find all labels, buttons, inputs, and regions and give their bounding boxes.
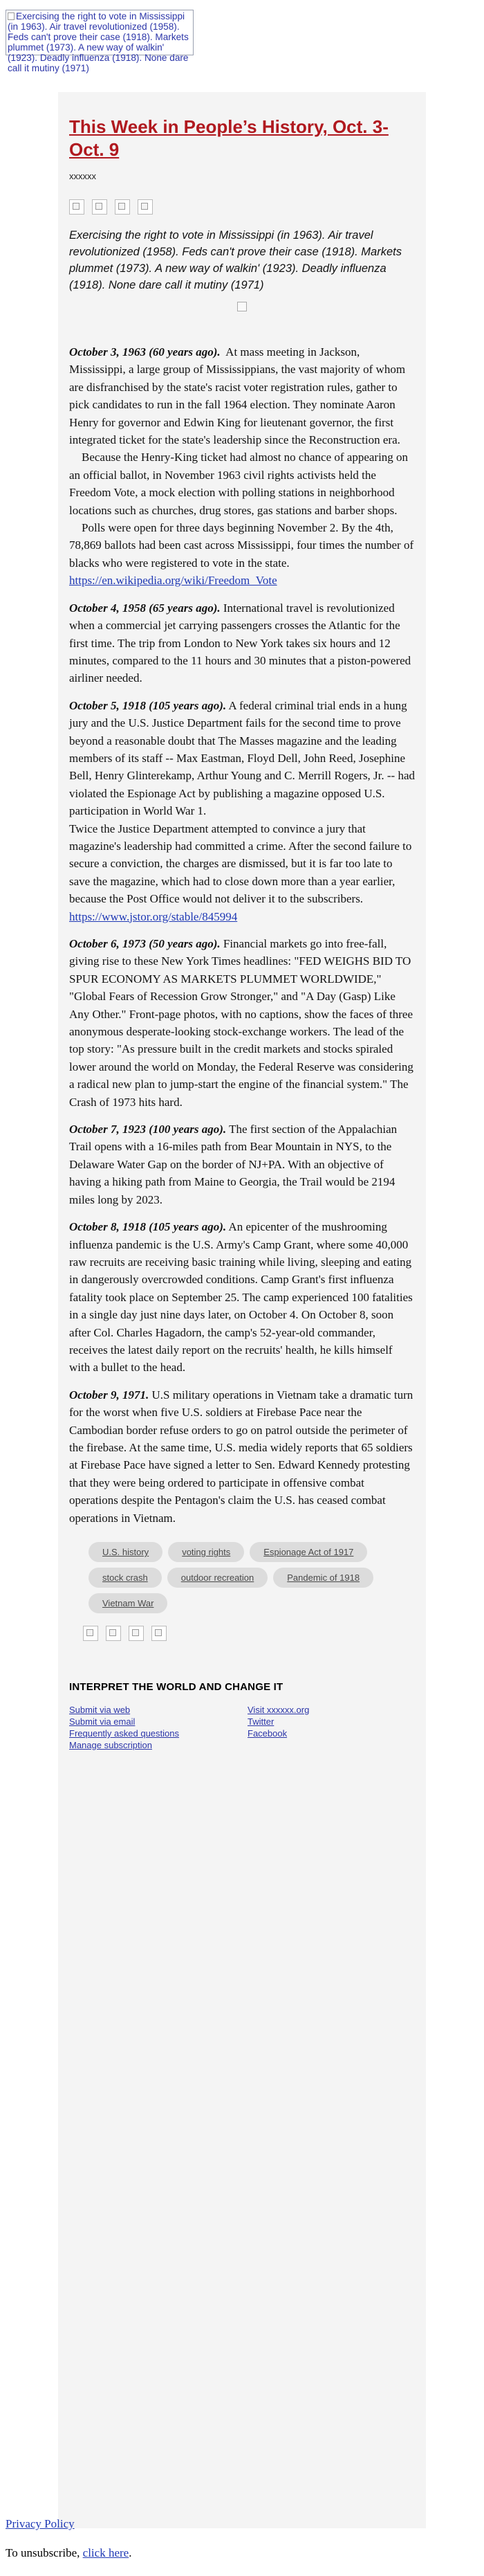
page-title[interactable]: This Week in People’s History, Oct. 3-Oct. 9 [69, 116, 389, 160]
faq-link[interactable]: Frequently asked questions [69, 1728, 179, 1739]
footer-heading: INTERPRET THE WORLD AND CHANGE IT [69, 1681, 283, 1693]
broken-image-icon [8, 12, 15, 20]
bottom-links [6, 2516, 131, 2561]
twitter-icon[interactable] [106, 1626, 121, 1641]
tag-outdoor-recreation[interactable]: outdoor recreation [167, 1568, 268, 1588]
unsubscribe-text: To unsubscribe, [6, 2546, 83, 2559]
share-bar-bottom [58, 1619, 426, 1647]
entry-text: International travel is revolutionized when a commercial jet carrying passengers crosses the Atlantic for the first time. The trip from London to New York takes six hours and 12 minutes, compared to the 11 hours and 30 minutes that a piston-powered airliner needed. [69, 601, 411, 685]
entry-1963 [69, 343, 415, 448]
entry-date: October 6, 1973 (50 years ago). [69, 937, 221, 950]
entry-text: At mass meeting in Jackson, Mississippi, a large group of Mississippians, the vast majority of whom are disfranchised by the state's racist voter registration rules, gather to pick candidates to run in the fall 1964 election. They nominate Aaron Henry for governor and Edwin King for lieutenant governor, the first integrated ticket for the state's leadership since the Reconstruction era. [69, 345, 406, 447]
entry-text: U.S military operations in Vietnam take a dramatic turn for the worst when five U.S. soldiers at Firebase Pace near the Cambodian border refuse orders to go on patrol outside the perimeter of the firebase. At the same time, U.S. media widely reports that 65 soldiers at Firebase Pace have signed a letter to Sen. Edward Kennedy protesting that they were being ordered to participate in offensive combat operations despite the Pentagon's claim the U.S. has ceased combat operations in Vietnam. [69, 1388, 413, 1525]
entry-1973 [69, 935, 415, 1111]
footer-left-links [69, 1704, 248, 1751]
twitter-icon[interactable] [92, 199, 107, 215]
print-icon[interactable] [138, 199, 153, 215]
entry-text: Polls were open for three days beginning November 2. By the 4th, 78,869 ballots had been cast across Mississippi, four times the number of blacks who were registered to vote in the state. [69, 521, 414, 570]
author: xxxxxx [69, 171, 96, 181]
entry-1963-p2: Because the Henry-King ticket had almost no chance of appearing on an official ballot, in November 1963 civil rights activists held the Freedom Vote, a mock election with polling stations in neighborhood locations such as churches, drug stores, gas stations and barber shops. [69, 451, 409, 517]
freedom-vote-link[interactable]: https://en.wikipedia.org/wiki/Freedom_Vote [69, 574, 277, 588]
privacy-policy-link[interactable]: Privacy Policy [6, 2517, 75, 2530]
email-footer [58, 1647, 426, 1772]
entry-date: October 3, 1963 (60 years ago). [69, 345, 221, 359]
tag-espionage-act[interactable]: Espionage Act of 1917 [250, 1542, 367, 1562]
email-header [58, 92, 426, 311]
email-body [58, 92, 426, 2528]
entry-date: October 5, 1918 (105 years ago). [69, 698, 227, 712]
entry-1918-masses [69, 697, 415, 820]
tag-vietnam-war[interactable]: Vietnam War [89, 1593, 167, 1613]
tag-pandemic-1918[interactable]: Pandemic of 1918 [273, 1568, 373, 1588]
entry-date: October 8, 1918 (105 years ago). [69, 1220, 227, 1234]
tag-list [58, 1536, 426, 1619]
jstor-link[interactable]: https://www.jstor.org/stable/845994 [69, 909, 238, 923]
hero-image-icon [237, 302, 247, 311]
unsubscribe-line [6, 2545, 131, 2561]
entry-1958 [69, 599, 415, 687]
manage-subscription-link[interactable]: Manage subscription [69, 1740, 152, 1750]
unsubscribe-period: . [129, 2546, 132, 2559]
entry-text: The first section of the Appalachian Trail opens with a 16-miles path from Bear Mountain in NYS, to the Delaware Water Gap on the border of NJ+PA. With an objective of having a hiking path from Maine to Georgia, the Trail would be 2194 miles long by 2023. [69, 1123, 398, 1206]
unsubscribe-link[interactable]: click here [82, 2546, 129, 2559]
entry-text: Financial markets go into free-fall, giving rise to these New York Times headlines: "FED WEIGHS BID TO SPUR ECONOMY AS MARKETS PLUMMET WORLDWIDE," "Global Fears of Recession Grow Stronger," and "A Day (Gasp) Like Any Other." Front-page photos, with no captions, show the faces of three anonymous desperate-looking stock-exchange workers. The lead of the top story: "As pressure built in the credit markets and stocks spiraled lower around the world on Monday, the Federal Reserve was considering a radical new plan to jump-start the engine of the financial system." The Crash of 1973 hits hard. [69, 937, 413, 1109]
entry-text: A federal criminal trial ends in a hung jury and the U.S. Justice Department fails for the second time to prove beyond a reasonable doubt that The Masses magazine and the leading members of its staff -- Max Eastman, Floyd Dell, John Reed, Josephine Bell, Henry Glinterekamp, Arthur Young and C. Merrill Rogers, Jr. -- had violated the Espionage Act by publishing a magazine opposed U.S. participation in World War 1. [69, 698, 416, 818]
summary: Exercising the right to vote in Mississippi (in 1963). Air travel revolutionized (1958). Feds can't prove their case (1918). Markets plummet (1973). A new way of walkin' (1923). Deadly influenza (1918). None dare call it mutiny (1971) [69, 229, 402, 291]
visit-site-link[interactable]: Visit xxxxxx.org [248, 1705, 310, 1715]
entry-1923 [69, 1121, 415, 1208]
entry-1918-influenza [69, 1218, 415, 1377]
twitter-link[interactable]: Twitter [248, 1716, 274, 1727]
print-icon[interactable] [151, 1626, 167, 1641]
submit-web-link[interactable]: Submit via web [69, 1705, 131, 1715]
entry-date: October 9, 1971. [69, 1388, 149, 1402]
tag-us-history[interactable]: U.S. history [89, 1542, 162, 1562]
entry-1963-p3 [69, 519, 415, 590]
entry-date: October 7, 1923 (100 years ago). [69, 1123, 227, 1136]
entry-1971 [69, 1386, 415, 1527]
article-body [58, 311, 426, 1527]
facebook-icon[interactable] [83, 1626, 98, 1641]
tag-voting-rights[interactable]: voting rights [168, 1542, 244, 1562]
footer-right-links [248, 1704, 426, 1751]
entry-text: Twice the Justice Department attempted to convince a jury that magazine's leadership had committed a crime. After the second failure to secure a conviction, the charges are dismissed, but it is far too late to save the magazine, which had to close down more than a year earlier, because the Post Office would not deliver it to the subscribers. [69, 822, 412, 906]
email-icon[interactable] [129, 1626, 144, 1641]
share-bar [69, 199, 415, 216]
facebook-icon[interactable] [69, 199, 84, 215]
tag-stock-crash[interactable]: stock crash [89, 1568, 162, 1588]
submit-email-link[interactable]: Submit via email [69, 1716, 136, 1727]
entry-date: October 4, 1958 (65 years ago). [69, 601, 221, 615]
header-image-alt: Exercising the right to vote in Mississippi (in 1963). Air travel revolutionized (1958). Feds can't prove their case (1918). Markets plummet (1973). A new way of walkin' (1923). Deadly influenza (1918). None dare call it mutiny (1971) [8, 11, 189, 73]
entry-1918-masses-p2 [69, 820, 415, 925]
entry-text: An epicenter of the mushrooming influenza pandemic is the U.S. Army's Camp Grant, where some 40,000 raw recruits are receiving basic training while living, sleeping and eating in dangerously overcrowded conditions. Camp Grant's first influenza fatality took place on September 25. The camp experienced 100 fatalities in a single day just nine days later, on October 4. On October 8, soon after Col. Charles Hagadorn, the camp's 52-year-old commander, receives the latest daily report on the recruits' health, he kills himself with a bullet to the head. [69, 1220, 413, 1375]
footer-links [69, 1704, 426, 1751]
email-icon[interactable] [115, 199, 130, 215]
header-image [6, 10, 194, 73]
facebook-link[interactable]: Facebook [248, 1728, 288, 1739]
